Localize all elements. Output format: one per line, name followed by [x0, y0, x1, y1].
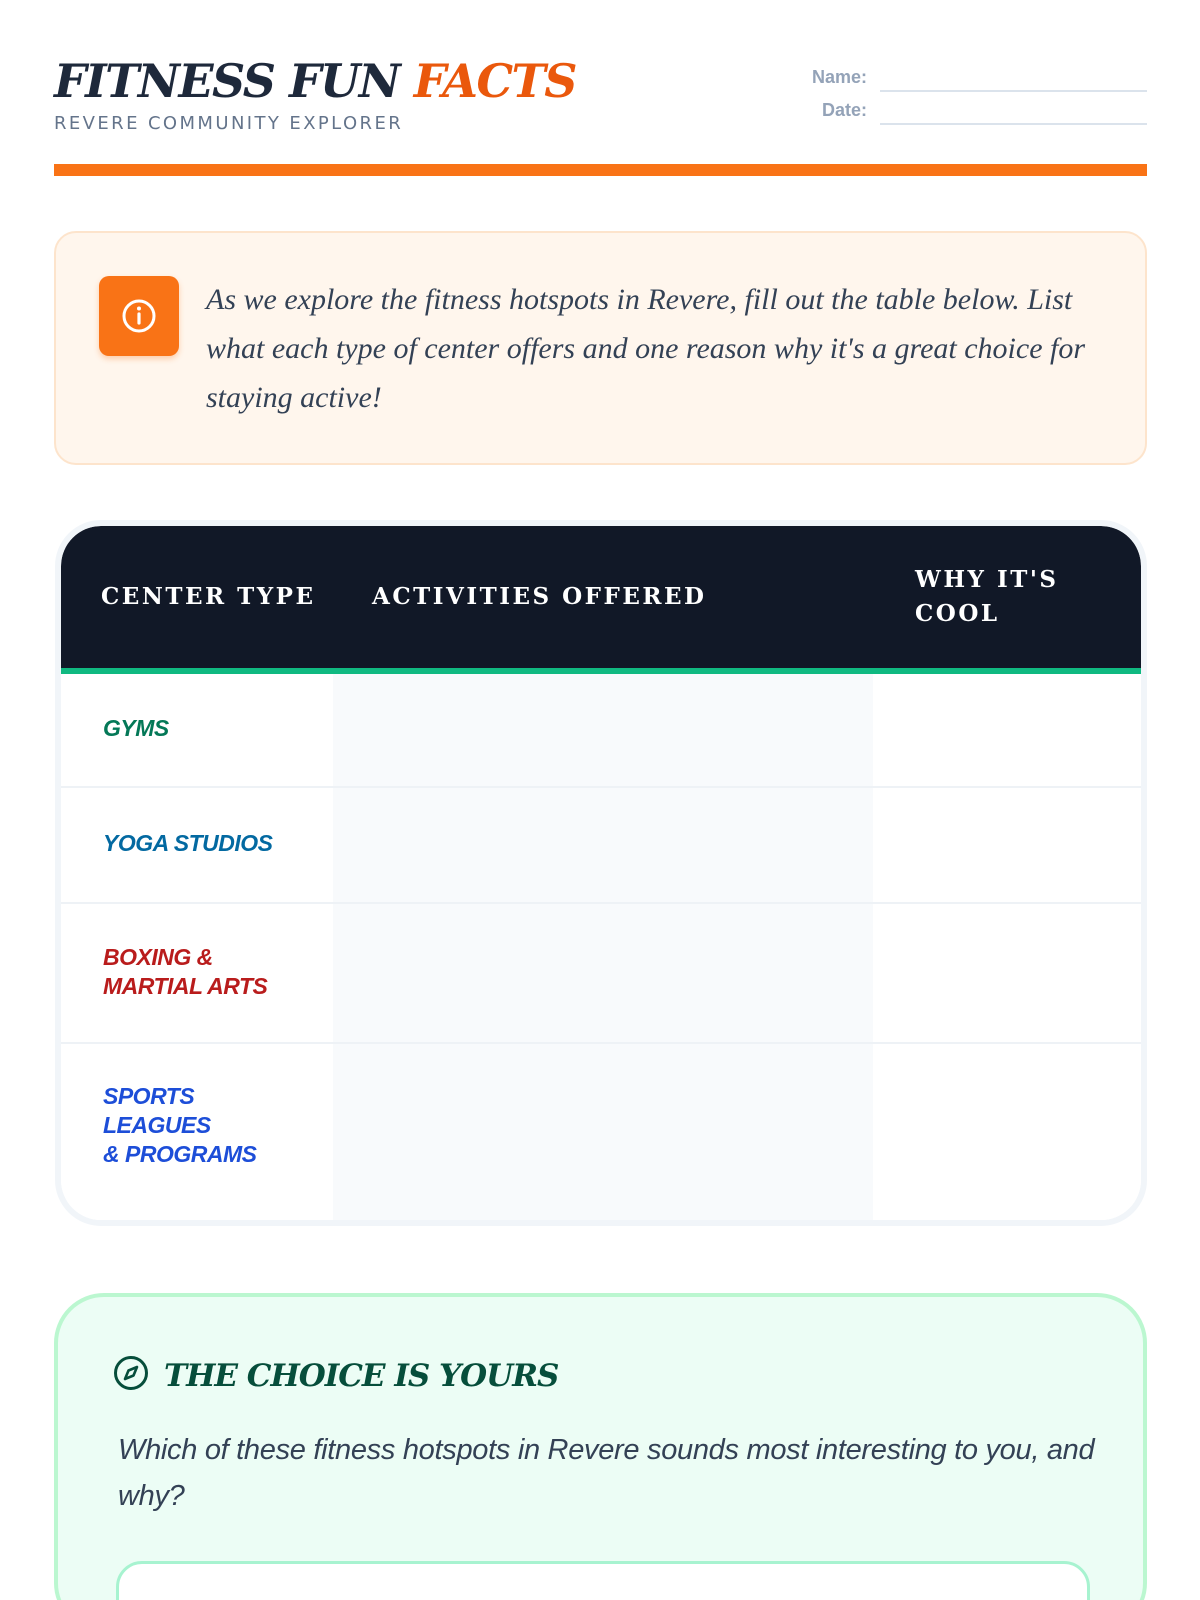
- header-center-type: CENTER TYPE: [101, 583, 316, 610]
- center-type-boxing-martial-arts: BOXING & MARTIAL ARTS: [103, 944, 268, 999]
- choice-title: THE CHOICE IS YOURS: [164, 1357, 559, 1394]
- center-type-cell: [61, 904, 333, 1042]
- table-header: [61, 526, 1141, 668]
- table-row: [61, 1042, 1141, 1220]
- center-type-cell: [61, 674, 333, 786]
- title-accent: FACTS: [413, 54, 577, 108]
- date-field[interactable]: [880, 123, 1147, 125]
- page-title: [54, 54, 576, 108]
- center-type-yoga-studios: YOGA STUDIOS: [103, 830, 273, 856]
- why-cool-cell[interactable]: [873, 788, 1141, 902]
- header-why-its-cool: WHY IT'S COOL: [915, 566, 1059, 627]
- worksheet-header: [54, 50, 1147, 178]
- why-cool-cell[interactable]: [873, 904, 1141, 1042]
- table-row: [61, 902, 1141, 1042]
- info-icon: [99, 276, 179, 356]
- page-subtitle: REVERE COMMUNITY EXPLORER: [54, 113, 404, 134]
- date-label: Date:: [821, 100, 867, 120]
- name-field[interactable]: [880, 90, 1147, 92]
- instructions-text: As we explore the fitness hotspots in Revere, fill out the table below. List what each type of center offers and one reason why it's a great choice for staying active!: [206, 283, 1086, 414]
- center-type-cell: [61, 1044, 333, 1220]
- fitness-table: [55, 520, 1147, 1226]
- name-date-fields: [787, 64, 1147, 130]
- name-label: Name:: [811, 67, 867, 87]
- instructions-box: [54, 231, 1147, 465]
- activities-cell[interactable]: [333, 904, 873, 1042]
- activities-cell[interactable]: [333, 674, 873, 786]
- why-cool-cell[interactable]: [873, 1044, 1141, 1220]
- center-type-cell: [61, 788, 333, 902]
- header-activities-offered: ACTIVITIES OFFERED: [372, 583, 707, 610]
- choice-section: [54, 1293, 1147, 1600]
- center-type-sports-leagues: SPORTS LEAGUES & PROGRAMS: [103, 1083, 257, 1167]
- activities-cell[interactable]: [333, 1044, 873, 1220]
- activities-cell[interactable]: [333, 788, 873, 902]
- table-row: [61, 674, 1141, 786]
- why-cool-cell[interactable]: [873, 674, 1141, 786]
- table-row: [61, 786, 1141, 902]
- choice-heading: [113, 1355, 558, 1396]
- name-row: [787, 64, 1147, 97]
- compass-icon: [113, 1355, 149, 1396]
- title-main: FITNESS FUN: [54, 54, 400, 108]
- choice-question: Which of these fitness hotspots in Revere sounds most interesting to you, and why?: [118, 1434, 1095, 1512]
- answer-box[interactable]: [116, 1561, 1090, 1600]
- header-divider: [54, 164, 1147, 176]
- date-row: [787, 97, 1147, 130]
- center-type-gyms: GYMS: [103, 715, 169, 741]
